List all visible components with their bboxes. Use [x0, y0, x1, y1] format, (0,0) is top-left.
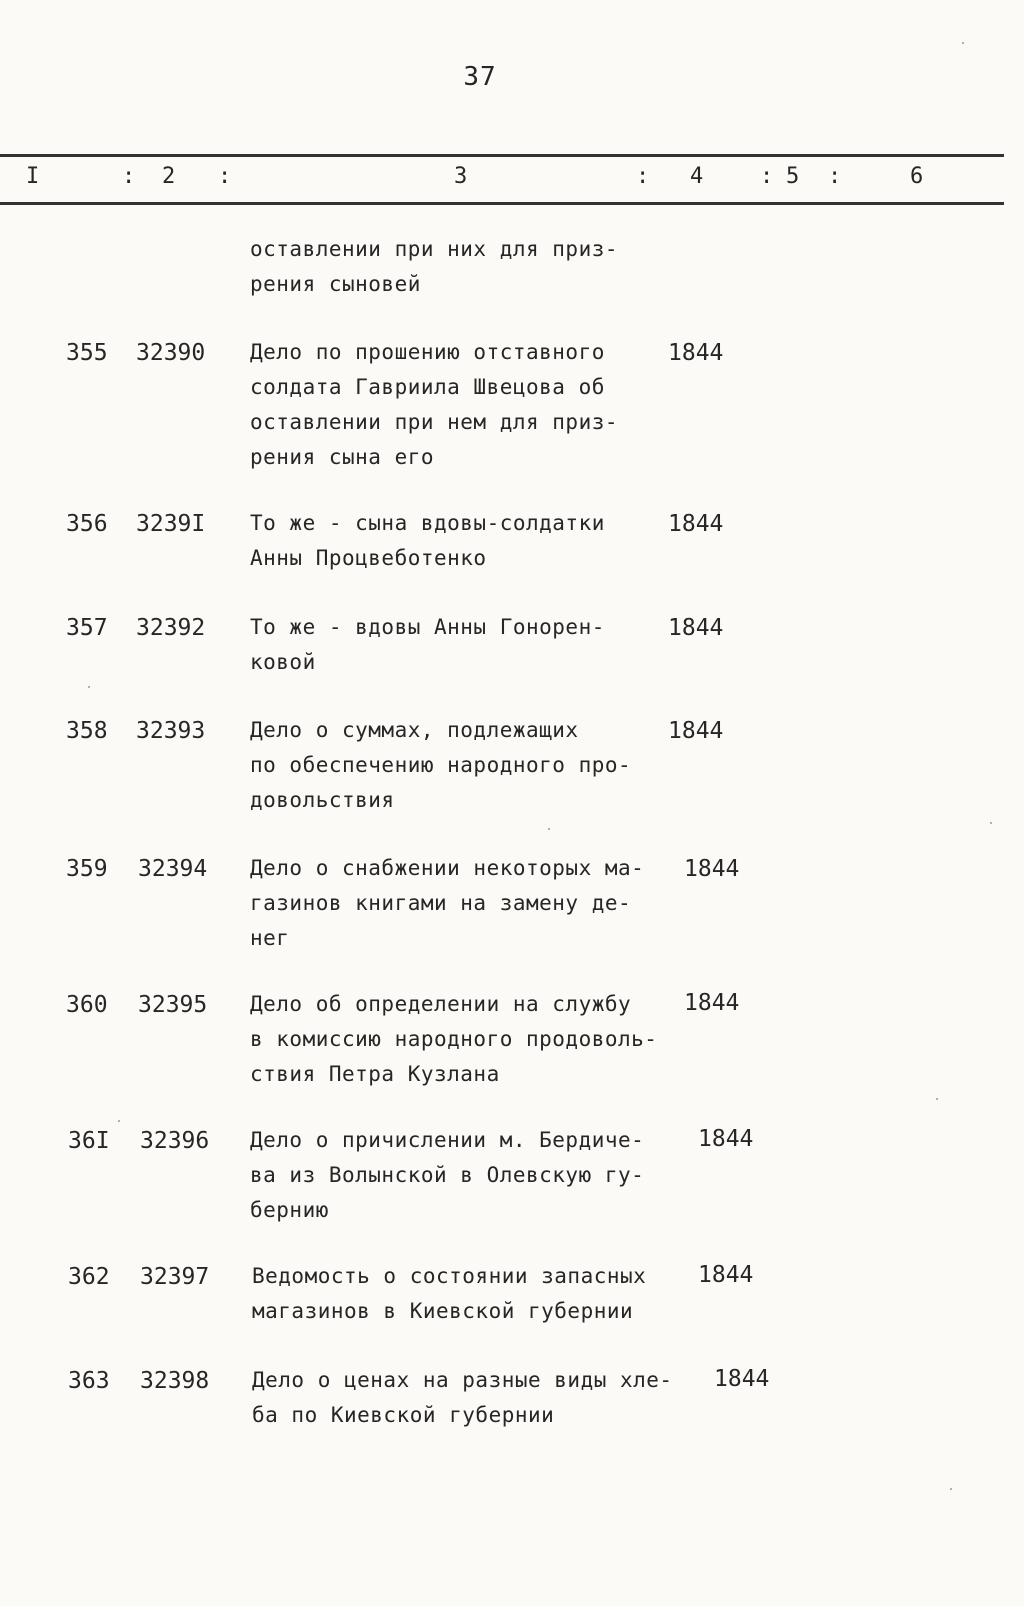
scan-speck — [548, 828, 550, 830]
column-separator: : — [828, 164, 842, 189]
description-line: ба по Киевской губернии — [252, 1403, 555, 1427]
header-rule-top — [0, 154, 1004, 157]
file-number: 32390 — [136, 340, 206, 366]
column-header-1: I — [26, 164, 40, 189]
description-line: газинов книгами на замену де- — [250, 891, 632, 915]
year: 1844 — [668, 615, 724, 641]
description-line: по обеспечению народного про- — [250, 753, 632, 777]
description-line: оставлении при нем для приз- — [250, 410, 619, 434]
column-separator: : — [636, 164, 650, 189]
entry-number: 359 — [66, 856, 108, 882]
description-line: ва из Волынской в Олевскую гу- — [250, 1163, 645, 1187]
column-header-2: 2 — [162, 164, 176, 189]
continuation-line: рения сыновей — [250, 272, 421, 296]
column-separator: : — [122, 164, 136, 189]
file-number: 32394 — [138, 856, 208, 882]
description-line: То же - сына вдовы-солдатки — [250, 511, 605, 535]
column-header-5: 5 — [786, 164, 800, 189]
entry-number: 36I — [68, 1128, 110, 1154]
scan-speck — [118, 1120, 120, 1122]
file-number: 32397 — [140, 1264, 210, 1290]
description-line: Дело об определении на службу — [250, 992, 632, 1016]
column-separator: : — [218, 164, 232, 189]
file-number: 32396 — [140, 1128, 210, 1154]
file-number: 32393 — [136, 718, 206, 744]
year: 1844 — [684, 856, 740, 882]
description-line: бернию — [250, 1198, 329, 1222]
description-line: Дело о ценах на разные виды хле- — [252, 1368, 673, 1392]
page-number: 37 — [463, 62, 497, 92]
file-number: 32392 — [136, 615, 206, 641]
description-line: магазинов в Киевской губернии — [252, 1299, 634, 1323]
description-line: рения сына его — [250, 445, 435, 469]
column-header-3: 3 — [454, 164, 468, 189]
description-line: Ведомость о состоянии запасных — [252, 1264, 647, 1288]
entry-number: 358 — [66, 718, 108, 744]
entry-number: 360 — [66, 992, 108, 1018]
year: 1844 — [668, 340, 724, 366]
entry-number: 362 — [68, 1264, 110, 1290]
scan-speck — [990, 822, 992, 824]
year: 1844 — [668, 718, 724, 744]
scan-speck — [962, 42, 964, 44]
continuation-line: оставлении при них для приз- — [250, 237, 619, 261]
column-header-6: 6 — [910, 164, 924, 189]
entry-number: 356 — [66, 511, 108, 537]
description-line: То же - вдовы Анны Гонорен- — [250, 615, 605, 639]
description-line: ствия Петра Кузлана — [250, 1062, 500, 1086]
entry-number: 363 — [68, 1368, 110, 1394]
file-number: 32398 — [140, 1368, 210, 1394]
description-line: Дело о причислении м. Бердиче- — [250, 1128, 645, 1152]
entry-number: 355 — [66, 340, 108, 366]
description-line: Дело о суммах, подлежащих — [250, 718, 579, 742]
file-number: 3239I — [136, 511, 206, 537]
description-line: Анны Процвеботенко — [250, 546, 487, 570]
year: 1844 — [684, 990, 740, 1016]
year: 1844 — [668, 511, 724, 537]
year: 1844 — [698, 1262, 754, 1288]
year: 1844 — [698, 1126, 754, 1152]
description-line: Дело о снабжении некоторых ма- — [250, 856, 645, 880]
scan-speck — [88, 686, 90, 688]
scan-speck — [936, 1098, 938, 1100]
scan-speck — [950, 1488, 952, 1490]
description-line: в комиссию народного продоволь- — [250, 1027, 658, 1051]
column-header-4: 4 — [690, 164, 704, 189]
entry-number: 357 — [66, 615, 108, 641]
year: 1844 — [714, 1366, 770, 1392]
description-line: солдата Гавриила Швецова об — [250, 375, 605, 399]
file-number: 32395 — [138, 992, 208, 1018]
column-separator: : — [760, 164, 774, 189]
description-line: Дело по прошению отставного — [250, 340, 605, 364]
header-rule-bottom — [0, 202, 1004, 205]
description-line: довольствия — [250, 788, 395, 812]
description-line: ковой — [250, 650, 316, 674]
description-line: нег — [250, 926, 290, 950]
